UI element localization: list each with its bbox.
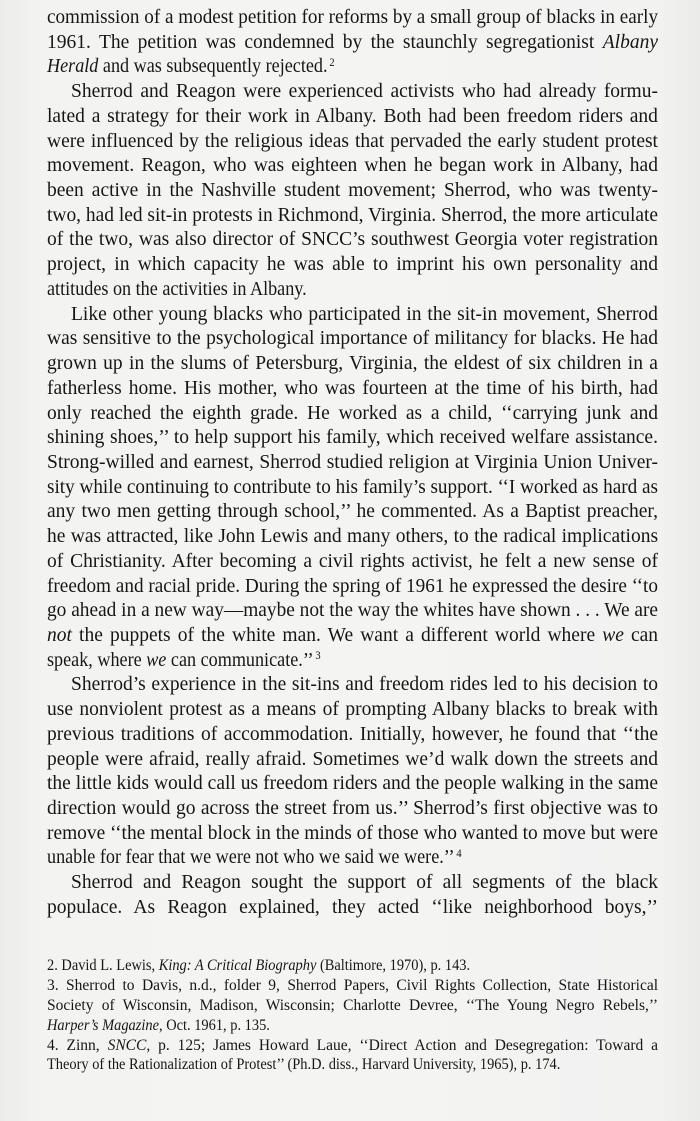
footnote-line-content	[47, 996, 658, 1016]
body-line-content	[47, 154, 658, 179]
body-line-content	[71, 80, 658, 105]
body-line-content	[47, 698, 658, 723]
text-run: Like other young blacks who participated in the sit-in movement, Sherrod	[71, 303, 658, 325]
italic-text: King: A Critical Biography	[158, 957, 317, 974]
body-line-content	[47, 105, 658, 130]
body-line	[47, 822, 658, 847]
body-line	[47, 500, 658, 525]
body-line-content	[47, 550, 658, 575]
text-run: remove ‘‘the mental block in the minds of those who wanted to move but were	[47, 822, 658, 844]
text-run: were influenced by the religious ideas that pervaded the early student protest	[47, 130, 658, 152]
body-line	[47, 599, 658, 624]
body-line-content	[47, 179, 658, 204]
body-line	[47, 303, 658, 328]
body-line-content	[47, 55, 335, 80]
italic-text: Harper’s Magazine	[47, 1016, 159, 1034]
text-run: Theory of the Rationalization of Protest’’ (Ph.D. diss., Harvard University, 1965), p. 174.	[47, 1056, 561, 1074]
body-line-content	[71, 303, 658, 328]
body-line-content	[47, 599, 658, 624]
body-line-content	[47, 31, 658, 56]
body-line	[47, 352, 658, 377]
text-run: two, had led sit-in protests in Richmond, Virginia. Sherrod, the more articulate	[47, 204, 659, 226]
body-line	[47, 278, 658, 303]
footnote-line	[47, 996, 658, 1016]
text-run: project, in which capacity he was able to imprint his own personality and	[47, 254, 659, 276]
text-run: can communicate.’’	[166, 649, 314, 671]
body-line-content	[47, 228, 658, 253]
body-line	[47, 698, 658, 723]
body-line	[47, 228, 658, 253]
text-run: Strong-willed and earnest, Sherrod studied religion at Virginia Union Univer-	[47, 451, 659, 473]
body-line-content	[47, 797, 658, 822]
body-line-content	[47, 426, 658, 451]
text-run: lated a strategy for their work in Albany. Both had been freedom riders and	[47, 105, 658, 127]
body-line-content	[71, 871, 658, 896]
body-line	[47, 327, 658, 352]
body-line-content	[47, 649, 321, 674]
text-run: go ahead in a new way—maybe not the way the whites have shown . . . We are	[47, 600, 659, 622]
text-run: freedom and racial pride. During the spring of 1961 he expressed the desire ‘‘to	[47, 575, 659, 597]
text-run: , p. 125; James Howard Laue, ‘‘Direct Action and Desegregation: Toward a	[146, 1036, 659, 1054]
body-line	[47, 896, 658, 921]
footnotes	[47, 956, 658, 1075]
body-line-content	[47, 377, 658, 402]
text-run: use nonviolent protest as a means of prompting Albany blacks to break with	[47, 699, 658, 721]
text-run: 4. Zinn,	[47, 1036, 108, 1054]
body-line	[47, 748, 658, 773]
text-run: the puppets of the white man. We want a different world where	[71, 624, 603, 646]
body-line-content	[47, 130, 658, 155]
text-run: Society of Wisconsin, Madison, Wisconsin; Charlotte Devree, ‘‘The Young Negro Rebels,’’	[47, 996, 659, 1014]
body-line	[47, 6, 658, 31]
text-run: and was subsequently rejected.	[98, 56, 328, 78]
body-line	[47, 846, 658, 871]
text-run: 2. David L. Lewis,	[47, 957, 159, 974]
body-line-content	[47, 500, 658, 525]
body-line-content	[47, 476, 658, 501]
text-run: shining shoes,’’ to help support his family, which received welfare assistance.	[47, 427, 658, 449]
text-run: populace. As Reagon explained, they acted ‘‘like neighborhood boys,’’	[47, 896, 659, 918]
italic-text: SNCC	[107, 1036, 147, 1054]
text-run: of the two, was also director of SNCC’s southwest Georgia voter registration	[47, 229, 659, 251]
text-run: commission of a modest petition for reforms by a small group of blacks in early	[47, 7, 659, 28]
italic-text: Albany	[602, 31, 658, 53]
text-run: of Christianity. After becoming a civil rights activist, he felt a new sense of	[47, 550, 658, 572]
body-line	[47, 80, 658, 105]
text-run: direction would go across the street from us.’’ Sherrod’s first objective was to	[47, 798, 659, 819]
body-line-content	[47, 253, 658, 278]
text-run: he was attracted, like John Lewis and many others, to the radical implications	[47, 526, 659, 548]
body-line-content	[71, 673, 658, 698]
body-line-content	[47, 575, 658, 600]
body-line	[47, 575, 658, 600]
text-run: attitudes on the activities in Albany.	[47, 278, 307, 300]
text-run: previous traditions of accommodation. Initially, however, he found that ‘‘the	[47, 723, 658, 745]
body-line	[47, 402, 658, 427]
text-run: , Oct. 1961, p. 135.	[158, 1016, 270, 1034]
body-line	[47, 550, 658, 575]
body-line-content	[47, 723, 658, 748]
body-line-content	[47, 204, 658, 229]
body-line-content	[47, 624, 658, 649]
footnote-line	[47, 976, 658, 996]
body-line	[47, 673, 658, 698]
body-line	[47, 624, 658, 649]
text-run: sity while continuing to contribute to his family’s support. ‘‘I worked as hard as	[47, 476, 658, 498]
body-line-content	[47, 327, 658, 352]
text-run: 3. Sherrod to Davis, n.d., folder 9, Sherrod Papers, Civil Rights Collection, State Historical	[47, 976, 659, 994]
italic-text: we	[146, 649, 167, 671]
body-line	[47, 476, 658, 501]
italic-text: not	[47, 624, 72, 646]
body-line	[47, 253, 658, 278]
text-run: speak, where	[47, 649, 147, 671]
text-run: any two men getting through school,’’ he commented. As a Baptist preacher,	[47, 501, 658, 523]
italic-text: Herald	[47, 56, 99, 78]
body-line	[47, 31, 658, 56]
body-line-content	[47, 822, 658, 847]
text-run: can	[623, 624, 659, 646]
footnote-line-content	[47, 1036, 658, 1056]
footnote-line-content	[47, 976, 658, 996]
body-line-content	[47, 846, 462, 871]
body-line-content	[47, 896, 658, 921]
text-run: (Baltimore, 1970), p. 143.	[316, 957, 471, 974]
body-line	[47, 55, 658, 80]
text-run: Sherrod and Reagon sought the support of all segments of the black	[71, 872, 658, 894]
text-run: movement. Reagon, who was eighteen when he began work in Albany, had	[47, 155, 658, 177]
body-line	[47, 130, 658, 155]
italic-text: we	[602, 624, 624, 646]
footnote-line	[47, 1036, 658, 1056]
body-line	[47, 451, 658, 476]
text-run: fatherless home. His mother, who was fourteen at the time of his birth, had	[47, 377, 658, 399]
body-line-content	[47, 772, 658, 797]
text-run: Sherrod and Reagon were experienced activists who had already formu-	[71, 81, 658, 103]
text-run: people were afraid, really afraid. Sometimes we’d walk down the streets and	[47, 748, 658, 770]
footnote-ref: 3	[315, 650, 321, 663]
body-line-content	[47, 525, 658, 550]
text-run: the little kids would call us freedom riders and the people walking in the same	[47, 773, 659, 795]
footnote-ref: 2	[329, 57, 335, 70]
body-line-content	[47, 6, 658, 31]
body-line	[47, 649, 658, 674]
footnote-line-content	[47, 1016, 270, 1036]
body-line	[47, 204, 658, 229]
text-run: Sherrod’s experience in the sit-ins and freedom rides led to his decision to	[71, 674, 658, 696]
text-run: grown up in the slums of Petersburg, Virginia, the eldest of six children in a	[47, 353, 658, 375]
body-line	[47, 377, 658, 402]
text-run: been active in the Nashville student movement; Sherrod, who was twenty-	[47, 180, 658, 202]
body-line	[47, 179, 658, 204]
text-run: unable for fear that we were not who we said we were.’’	[47, 847, 455, 869]
text-run: 1961. The petition was condemned by the staunchly segregationist	[47, 31, 603, 53]
body-line-content	[47, 278, 307, 303]
body-line	[47, 105, 658, 130]
body-line-content	[47, 748, 658, 773]
text-run: only reached the eighth grade. He worked as a child, ‘‘carrying junk and	[47, 402, 658, 424]
footnote-line	[47, 956, 658, 976]
body-line	[47, 154, 658, 179]
footnote-line	[47, 1016, 658, 1036]
body-line	[47, 426, 658, 451]
body-line	[47, 723, 658, 748]
footnote-ref: 4	[456, 848, 462, 861]
footnote-line-content	[47, 1055, 560, 1075]
body-line	[47, 871, 658, 896]
footnote-line-content	[47, 956, 470, 976]
text-run: was sensitive to the psychological importance of militancy for blacks. He had	[47, 328, 659, 350]
body-text	[47, 6, 658, 921]
body-line	[47, 772, 658, 797]
body-line-content	[47, 402, 658, 427]
footnote-line	[47, 1055, 658, 1075]
body-line	[47, 797, 658, 822]
body-line-content	[47, 451, 658, 476]
body-line	[47, 525, 658, 550]
body-line-content	[47, 352, 658, 377]
